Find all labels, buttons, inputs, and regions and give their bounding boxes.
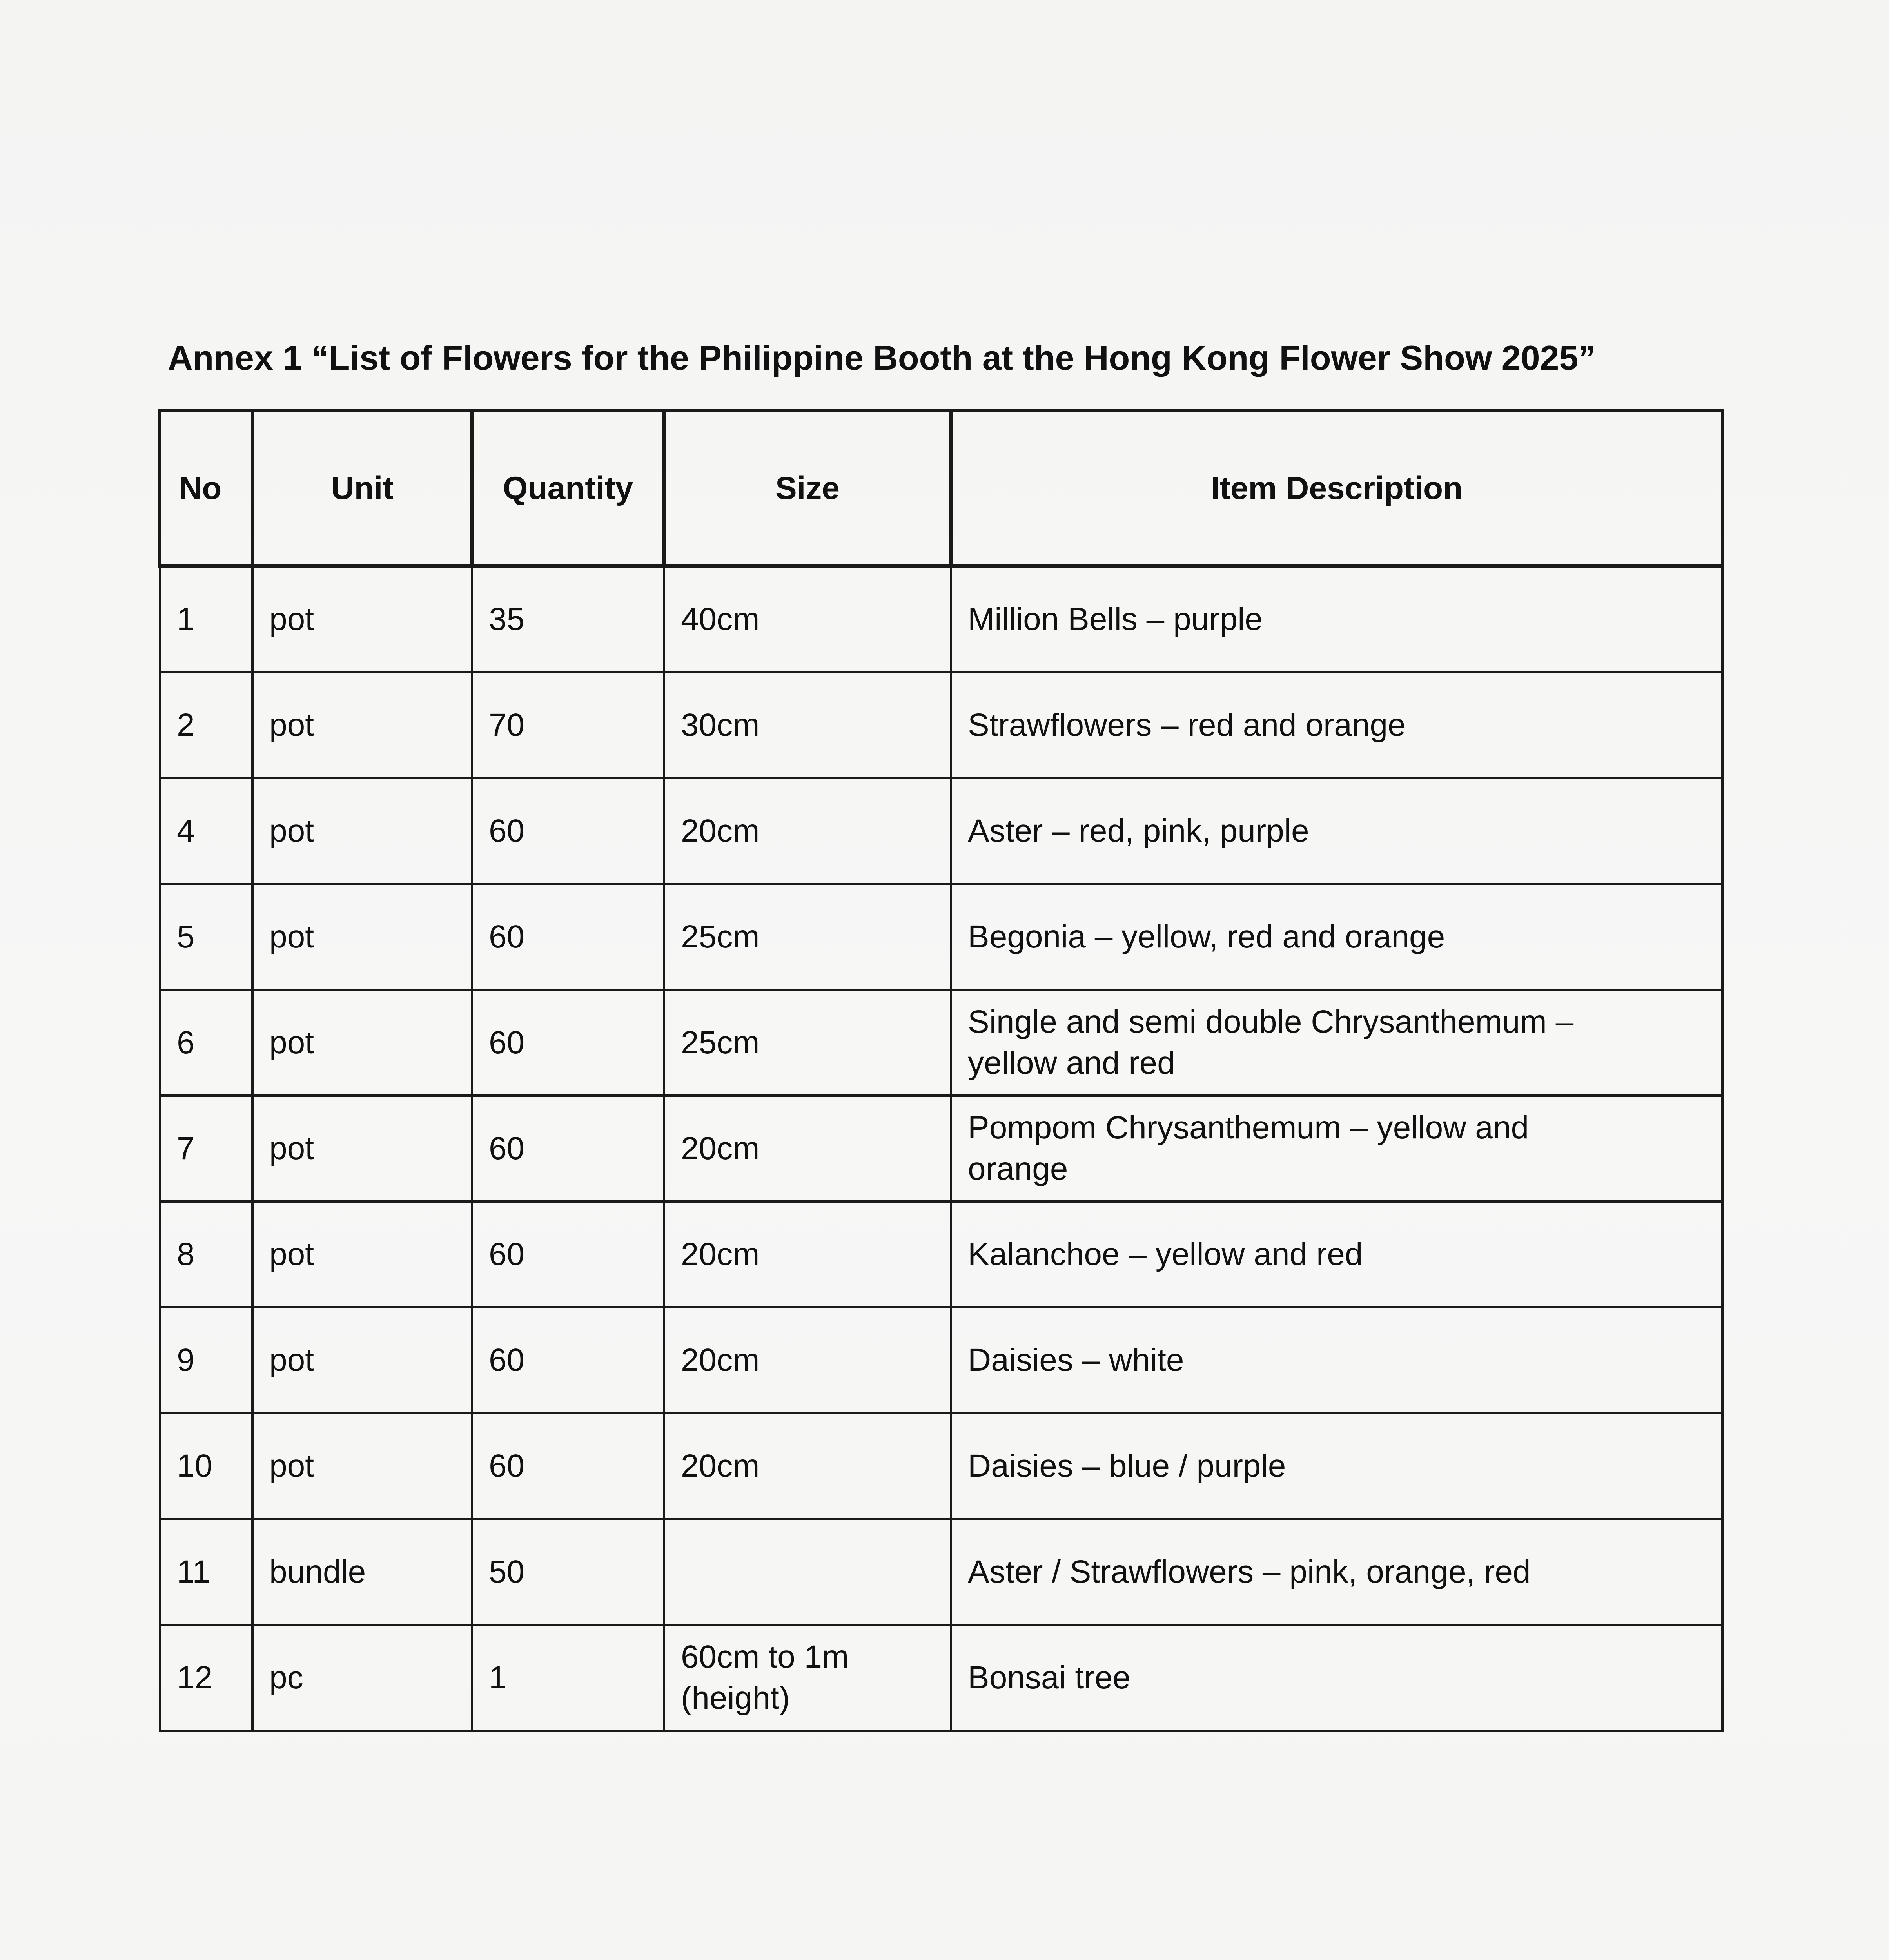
cell-quantity: 70 bbox=[472, 672, 664, 778]
size-line-1: 20cm bbox=[681, 1130, 760, 1166]
cell-unit: pot bbox=[252, 1201, 472, 1307]
description-line-1: Bonsai tree bbox=[968, 1659, 1130, 1695]
header-description: Item Description bbox=[951, 411, 1722, 566]
cell-description bbox=[951, 1413, 1722, 1519]
cell-quantity: 60 bbox=[472, 884, 664, 990]
table-row bbox=[160, 1096, 1722, 1201]
cell-description bbox=[951, 1625, 1722, 1731]
cell-unit: pot bbox=[252, 1413, 472, 1519]
cell-no: 4 bbox=[160, 778, 252, 884]
cell-size bbox=[664, 884, 951, 990]
header-quantity: Quantity bbox=[472, 411, 664, 566]
cell-description bbox=[951, 1307, 1722, 1413]
cell-quantity: 60 bbox=[472, 778, 664, 884]
size-line-1: 30cm bbox=[681, 707, 760, 743]
table-row bbox=[160, 1413, 1722, 1519]
header-size: Size bbox=[664, 411, 951, 566]
cell-unit: pot bbox=[252, 1096, 472, 1201]
cell-no: 9 bbox=[160, 1307, 252, 1413]
cell-unit: pot bbox=[252, 566, 472, 672]
cell-unit: bundle bbox=[252, 1519, 472, 1625]
cell-description bbox=[951, 672, 1722, 778]
size-line-2: (height) bbox=[681, 1680, 790, 1716]
cell-size bbox=[664, 1413, 951, 1519]
cell-quantity: 60 bbox=[472, 1201, 664, 1307]
cell-size bbox=[664, 566, 951, 672]
cell-unit: pc bbox=[252, 1625, 472, 1731]
table-row bbox=[160, 1201, 1722, 1307]
cell-no: 1 bbox=[160, 566, 252, 672]
table-row bbox=[160, 990, 1722, 1096]
document-title: Annex 1 “List of Flowers for the Philippine Booth at the Hong Kong Flower Show 2025” bbox=[168, 338, 1596, 377]
description-line-1: Single and semi double Chrysanthemum – bbox=[968, 1004, 1574, 1040]
cell-quantity: 35 bbox=[472, 566, 664, 672]
description-line-1: Aster – red, pink, purple bbox=[968, 813, 1309, 849]
cell-size bbox=[664, 990, 951, 1096]
flowers-table-container bbox=[158, 409, 1721, 1732]
cell-no: 12 bbox=[160, 1625, 252, 1731]
table-row bbox=[160, 1519, 1722, 1625]
table-row bbox=[160, 884, 1722, 990]
cell-no: 10 bbox=[160, 1413, 252, 1519]
cell-quantity: 50 bbox=[472, 1519, 664, 1625]
header-unit: Unit bbox=[252, 411, 472, 566]
cell-unit: pot bbox=[252, 778, 472, 884]
cell-description bbox=[951, 990, 1722, 1096]
cell-unit: pot bbox=[252, 884, 472, 990]
size-line-1: 60cm to 1m bbox=[681, 1639, 849, 1675]
cell-no: 6 bbox=[160, 990, 252, 1096]
cell-no: 7 bbox=[160, 1096, 252, 1201]
description-line-2: orange bbox=[968, 1151, 1068, 1187]
description-line-1: Pompom Chrysanthemum – yellow and bbox=[968, 1110, 1529, 1146]
cell-unit: pot bbox=[252, 672, 472, 778]
cell-no: 5 bbox=[160, 884, 252, 990]
table-row bbox=[160, 672, 1722, 778]
flowers-table bbox=[158, 409, 1724, 1732]
cell-size bbox=[664, 1307, 951, 1413]
cell-quantity: 60 bbox=[472, 1307, 664, 1413]
cell-no: 2 bbox=[160, 672, 252, 778]
table-row bbox=[160, 566, 1722, 672]
size-line-1: 20cm bbox=[681, 1448, 760, 1484]
cell-quantity: 60 bbox=[472, 1096, 664, 1201]
size-line-1: 20cm bbox=[681, 1236, 760, 1272]
description-line-1: Kalanchoe – yellow and red bbox=[968, 1236, 1363, 1272]
cell-size bbox=[664, 1625, 951, 1731]
size-line-1: 20cm bbox=[681, 813, 760, 849]
cell-size bbox=[664, 778, 951, 884]
table-header-row bbox=[160, 411, 1722, 566]
description-line-2: yellow and red bbox=[968, 1045, 1175, 1081]
cell-description bbox=[951, 566, 1722, 672]
description-line-1: Aster / Strawflowers – pink, orange, red bbox=[968, 1553, 1531, 1590]
size-line-1: 25cm bbox=[681, 1024, 760, 1060]
cell-no: 11 bbox=[160, 1519, 252, 1625]
cell-quantity: 60 bbox=[472, 1413, 664, 1519]
cell-description bbox=[951, 778, 1722, 884]
cell-description bbox=[951, 1096, 1722, 1201]
cell-size bbox=[664, 672, 951, 778]
cell-unit: pot bbox=[252, 1307, 472, 1413]
cell-size bbox=[664, 1096, 951, 1201]
cell-size bbox=[664, 1519, 951, 1625]
cell-description bbox=[951, 1519, 1722, 1625]
description-line-1: Daisies – blue / purple bbox=[968, 1448, 1286, 1484]
description-line-1: Strawflowers – red and orange bbox=[968, 707, 1406, 743]
cell-unit: pot bbox=[252, 990, 472, 1096]
table-row bbox=[160, 778, 1722, 884]
size-line-1: 40cm bbox=[681, 601, 760, 637]
cell-quantity: 1 bbox=[472, 1625, 664, 1731]
cell-size bbox=[664, 1201, 951, 1307]
table-row bbox=[160, 1307, 1722, 1413]
cell-quantity: 60 bbox=[472, 990, 664, 1096]
description-line-1: Begonia – yellow, red and orange bbox=[968, 918, 1445, 955]
size-line-1: 20cm bbox=[681, 1342, 760, 1378]
description-line-1: Daisies – white bbox=[968, 1342, 1184, 1378]
table-row bbox=[160, 1625, 1722, 1731]
cell-no: 8 bbox=[160, 1201, 252, 1307]
cell-description bbox=[951, 884, 1722, 990]
size-line-1: 25cm bbox=[681, 918, 760, 955]
cell-description bbox=[951, 1201, 1722, 1307]
header-no: No bbox=[160, 411, 252, 566]
description-line-1: Million Bells – purple bbox=[968, 601, 1263, 637]
